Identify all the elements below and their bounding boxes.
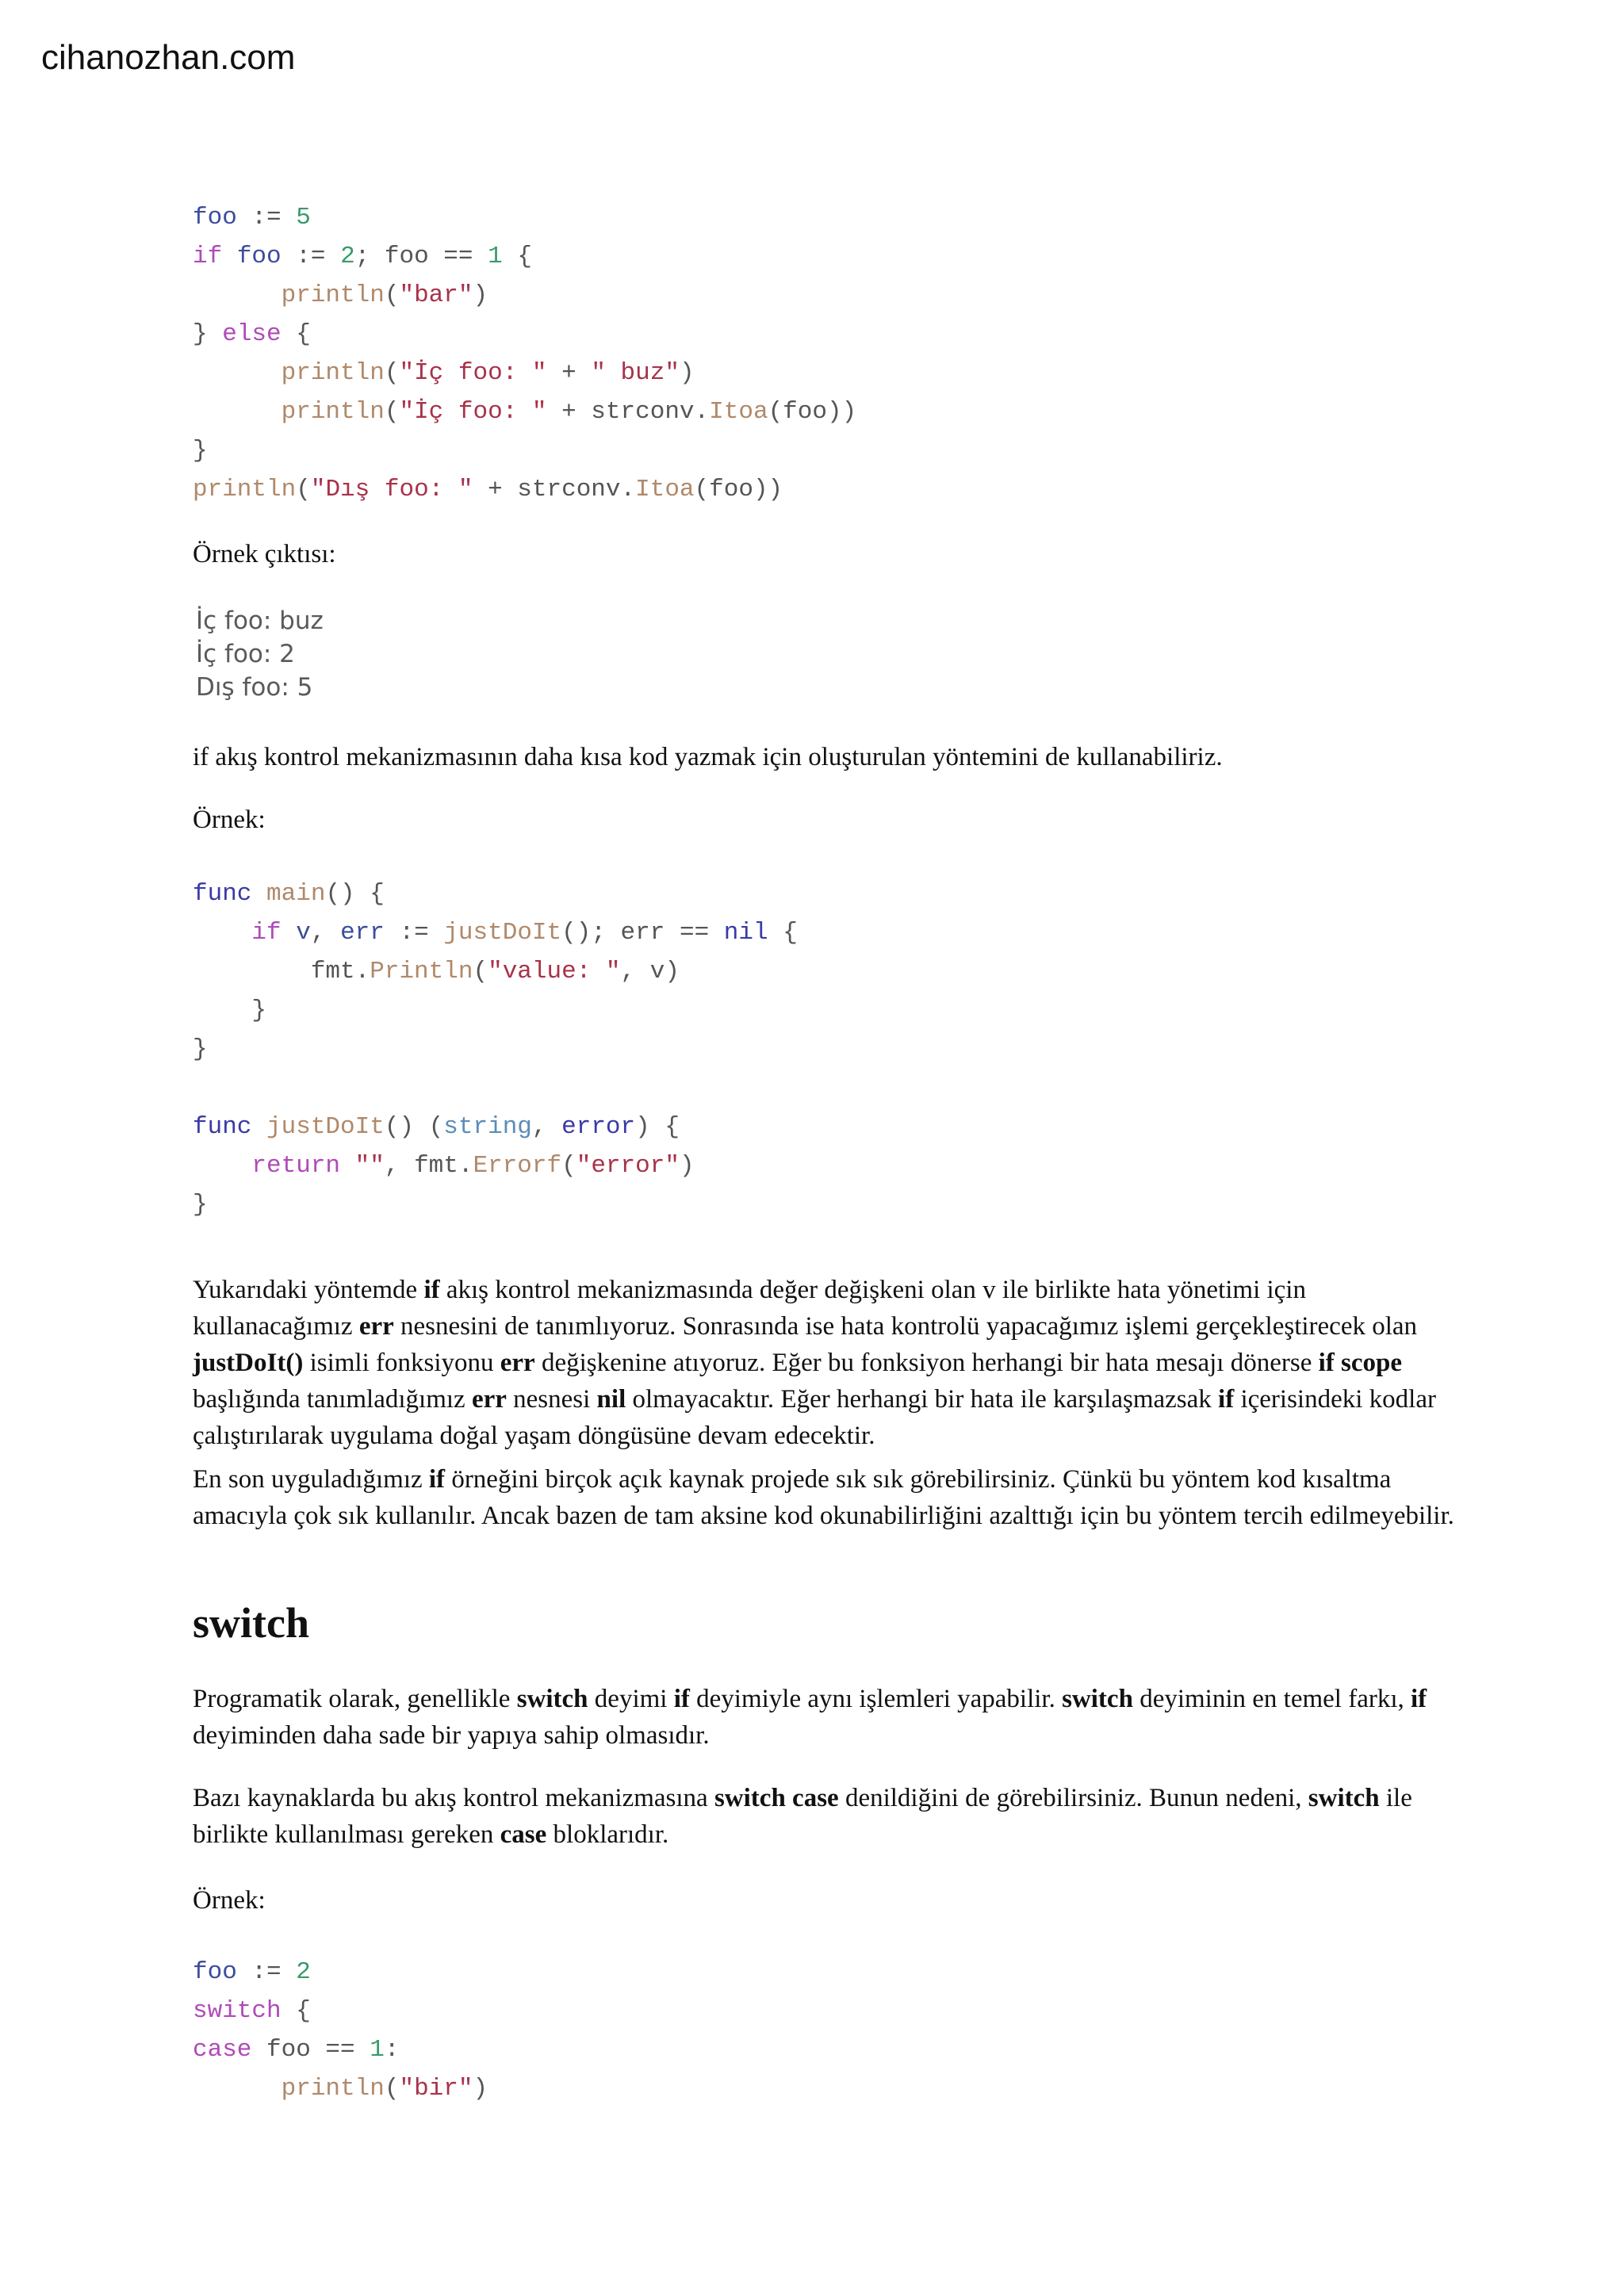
code-token: { [768,919,798,947]
code-token: } [193,320,223,348]
text-run: akış kontrol mekanizmasında değer değişkeni olan v ile birlikte hata yönetimi için kullanacağımız [193,1276,1306,1341]
output-line: İç foo: 2 [196,640,295,668]
paragraph-switch-intro [193,1681,1461,1754]
code-line [193,431,856,470]
text-run: ile birlikte kullanılması gereken [193,1784,1412,1849]
code-line [193,874,798,913]
code-token: foo == [251,2036,370,2064]
code-line [193,470,856,509]
code-token: main [251,880,326,908]
text-run: nesnesi [506,1385,597,1414]
text-run: deyiminin en temel farkı, [1132,1685,1411,1713]
code-line [193,354,856,392]
code-token: 5 [296,204,311,232]
code-token: { [281,320,311,348]
text-run: Programatik olarak, genellikle [193,1685,517,1713]
code-line [193,1185,798,1224]
bold-term: switch [1308,1784,1380,1812]
code-token: err [340,919,385,947]
code-token: 2 [340,243,355,270]
code-token: ( [473,958,488,985]
code-block-justdoit [193,874,798,1224]
code-indent [193,1152,251,1180]
code-token: Println [370,958,473,985]
code-token: func [193,880,252,908]
code-token: ( [384,398,400,426]
code-token: case [193,2036,252,2064]
code-token: if [193,243,223,270]
code-indent [193,398,282,426]
code-token: ) { [635,1113,680,1141]
code-token: } [193,997,267,1024]
code-token: ; foo == [354,243,488,270]
bold-term: switch case [714,1784,839,1812]
example-label: Örnek: [193,1886,266,1915]
code-token: := [281,243,341,270]
bold-term: nil [596,1385,626,1414]
code-token: fmt. [193,958,370,985]
code-token: , v) [620,958,680,985]
text-run: deyimiyle aynı işlemleri yapabilir. [689,1685,1063,1713]
code-token: "Dış foo: " [310,476,473,503]
code-token: ( [384,359,400,387]
text-run: içerisindeki kodlar çalıştırılarak uygulama doğal yaşam döngüsüne devam edecektir. [193,1385,1436,1450]
code-token: " buz" [591,359,680,387]
code-token: ( [384,281,400,309]
code-line [193,237,856,276]
output-label: Örnek çıktısı: [193,540,336,568]
code-token: } [193,1191,208,1219]
code-token: if [251,919,282,947]
text-run: örneğini birçok açık kaynak projede sık sık görebilirsiniz. Çünkü bu yöntem kod kısaltma amacıyla çok sık kullanılır. Ancak bazen de tam aksine kod okunabilirliğini azalttığı için bu yöntem tercih edilmeyebilir. [193,1465,1454,1530]
code-line [193,1146,798,1185]
code-token: foo [193,204,237,232]
code-line [193,991,798,1030]
code-token: ( [561,1152,576,1180]
code-token: error [561,1113,636,1141]
bold-term: if scope [1318,1349,1402,1377]
code-token: } [193,1035,208,1063]
bold-term: switch [516,1685,588,1713]
text-run: isimli fonksiyonu [303,1349,500,1377]
code-token: else [222,320,282,348]
paragraph-explanation [193,1272,1461,1454]
text-run: Bazı kaynaklarda bu akış kontrol mekanizmasına [193,1784,714,1812]
bold-term: if [423,1276,440,1304]
code-token: func [193,1113,252,1141]
bold-term: if [1218,1385,1235,1414]
code-line [193,2030,488,2069]
code-indent [193,281,282,309]
code-token: ) [473,2075,488,2103]
code-token: Itoa [635,476,695,503]
code-token: v [281,919,311,947]
code-token: () ( [384,1113,444,1141]
code-line [193,952,798,991]
bold-term: err [358,1312,394,1341]
paragraph-open-source [193,1461,1461,1534]
bold-term: case [500,1820,547,1849]
bold-term: err [471,1385,507,1414]
code-line [193,392,856,431]
bold-term: switch [1062,1685,1133,1713]
paragraph-short-if: if akış kontrol mekanizmasının daha kısa kod yazmak için oluşturulan yöntemini de kullanabiliriz. [193,743,1223,771]
code-token: + [546,359,592,387]
code-token: string [443,1113,532,1141]
code-token: return [251,1152,341,1180]
code-line [193,913,798,952]
code-token: , fmt. [384,1152,473,1180]
text-run: bloklarıdır. [546,1820,669,1849]
code-token: println [281,2075,385,2103]
output-line: İç foo: buz [196,607,324,635]
code-token: switch [193,1997,282,2025]
code-token: : [384,2036,400,2064]
code-token [340,1152,355,1180]
code-token: 1 [488,243,503,270]
code-token: , [310,919,341,947]
site-header[interactable]: cihanozhan.com [41,38,296,77]
code-block-switch [193,1953,488,2108]
code-line [193,198,856,237]
code-token: ( [296,476,311,503]
code-indent [193,919,251,947]
bold-term: if [428,1465,446,1494]
code-line [193,2069,488,2108]
code-token: justDoIt [251,1113,385,1141]
code-token: Itoa [709,398,768,426]
code-token: "bar" [399,281,473,309]
code-token: "bir" [399,2075,473,2103]
code-token: , [531,1113,562,1141]
code-token: := [236,204,297,232]
text-run: deyimi [588,1685,674,1713]
code-token: println [281,281,385,309]
code-token: + strconv. [546,398,710,426]
code-token: () { [325,880,385,908]
code-token: + strconv. [473,476,636,503]
text-run: nesnesini de tanımlıyoruz. Sonrasında ise hata kontrolü yapacağımız işlemi gerçekleştirecek olan [393,1312,1418,1341]
code-token: ( [384,2075,400,2103]
code-token: "İç foo: " [399,398,547,426]
code-token: "İç foo: " [399,359,547,387]
code-token: ) [679,1152,695,1180]
bold-term: if [673,1685,690,1713]
code-token: "error" [576,1152,680,1180]
code-block-scope [193,198,856,509]
code-token: (foo)) [694,476,783,503]
code-token: foo [193,1958,237,1986]
text-run: denildiğini de görebilirsiniz. Bunun nedeni, [838,1784,1308,1812]
text-run: başlığında tanımladığımız [193,1385,472,1414]
code-token: := [236,1958,297,1986]
bold-term: if [1411,1685,1427,1713]
bold-term: justDoIt() [193,1349,304,1377]
code-line [193,276,856,315]
code-token: "" [354,1152,385,1180]
text-run: değişkenine atıyoruz. Eğer bu fonksiyon herhangi bir hata mesajı dönerse [534,1349,1319,1377]
code-token: ) [473,281,488,309]
code-token: 1 [370,2036,385,2064]
code-token: (foo)) [768,398,857,426]
code-token: "value: " [488,958,621,985]
code-blank-line [193,1069,798,1108]
code-token: ) [679,359,695,387]
code-token: Errorf [473,1152,562,1180]
code-token: println [281,359,385,387]
code-line [193,1992,488,2030]
code-token: (); err == [561,919,724,947]
code-token: println [281,398,385,426]
code-token: := [384,919,444,947]
code-line [193,1108,798,1146]
code-line [193,315,856,354]
paragraph-switch-case [193,1780,1461,1853]
text-run: En son uyguladığımız [193,1465,429,1494]
code-line [193,1953,488,1992]
code-token: println [193,476,297,503]
text-run: Yukarıdaki yöntemde [193,1276,424,1304]
code-token: } [193,437,208,465]
bold-term: err [500,1349,535,1377]
output-line: Dış foo: 5 [196,673,313,702]
example-label: Örnek: [193,806,266,834]
code-line [193,1030,798,1069]
code-indent [193,2075,282,2103]
code-token: justDoIt [443,919,562,947]
section-heading-switch: switch [193,1599,309,1647]
code-token: 2 [296,1958,311,1986]
text-run: deyiminden daha sade bir yapıya sahip olmasıdır. [193,1721,710,1750]
output-sample [193,604,324,704]
code-token: nil [723,919,768,947]
code-indent [193,359,282,387]
code-token: { [502,243,532,270]
text-run: olmayacaktır. Eğer herhangi bir hata ile karşılaşmazsak [626,1385,1219,1414]
code-token: foo [222,243,282,270]
code-token: { [281,1997,311,2025]
